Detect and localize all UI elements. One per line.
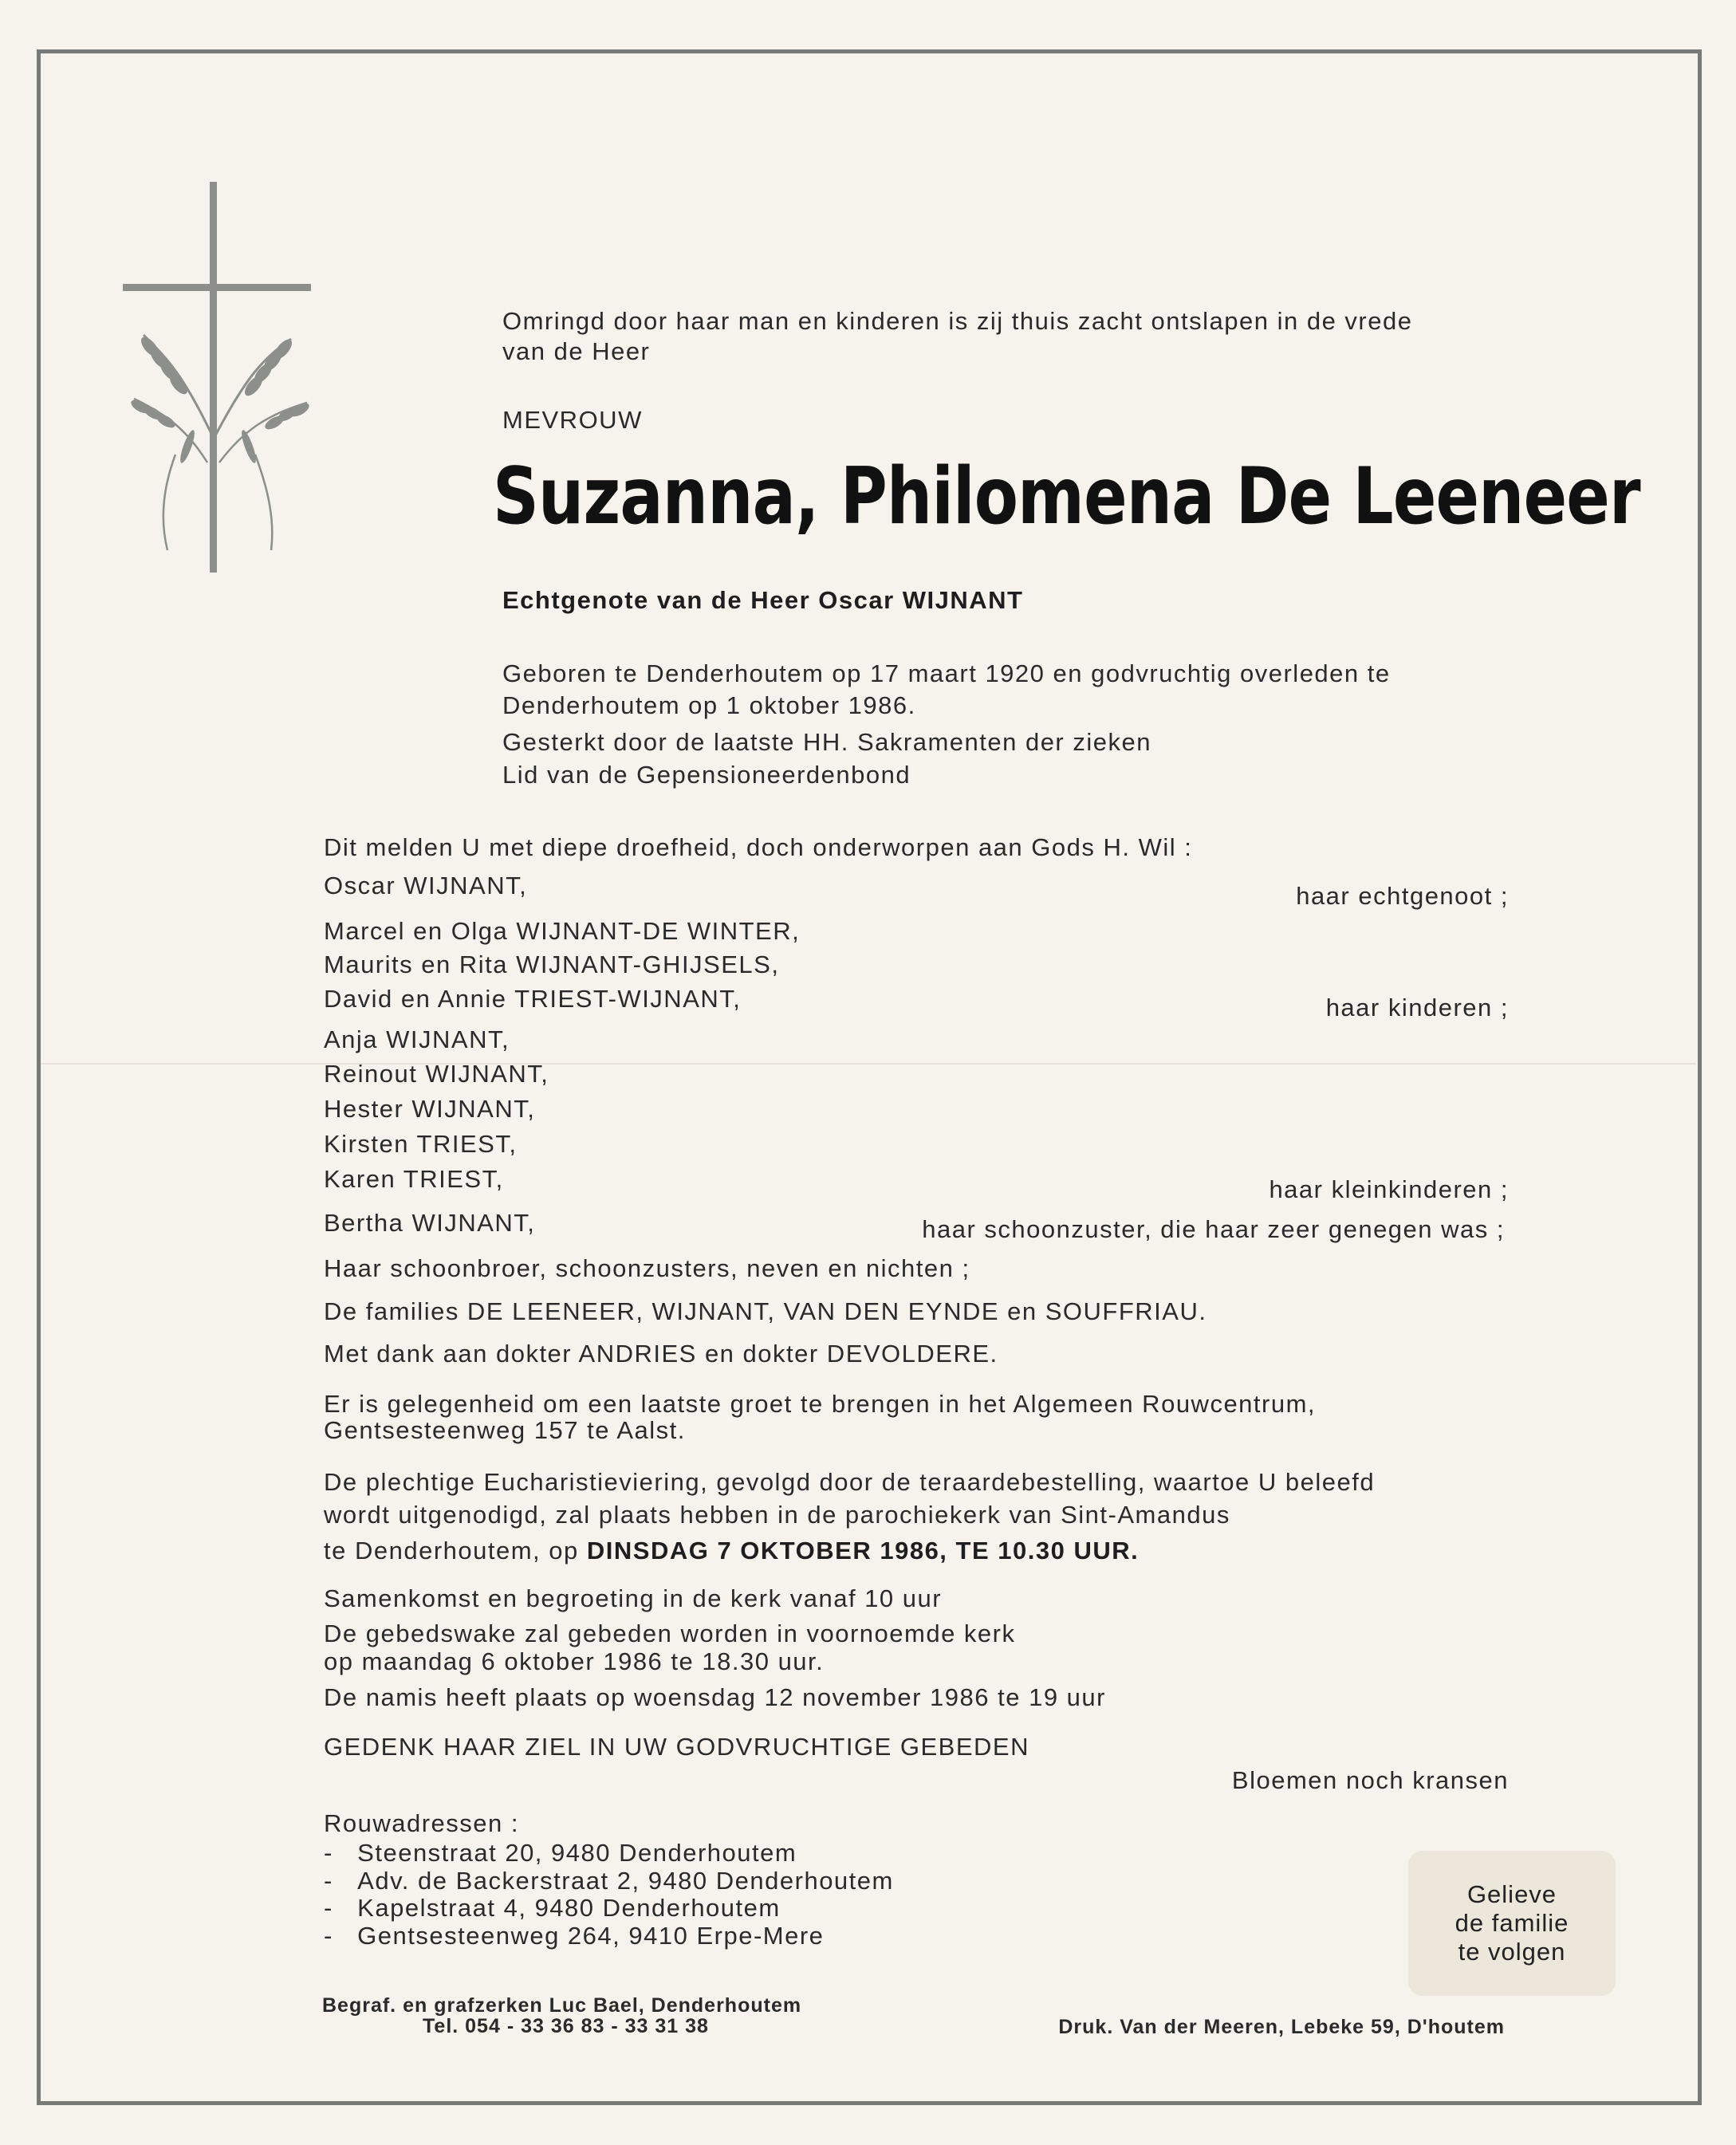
gathering-line: Samenkomst en begroeting in de kerk vanaf 10 uur <box>324 1584 943 1612</box>
prayer-line: GEDENK HAAR ZIEL IN UW GODVRUCHTIGE GEBEDEN <box>324 1733 1029 1761</box>
service-date-prefix: te Denderhoutem, op <box>324 1537 579 1564</box>
family-member: Bertha WIJNANT, <box>324 1209 536 1237</box>
spouse-line: Echtgenote van de Heer Oscar WIJNANT <box>502 586 1024 614</box>
undertaker-line: Begraf. en grafzerken Luc Bael, Denderhoutem <box>322 1994 802 2017</box>
thanks-line: Met dank aan dokter ANDRIES en dokter DEVOLDERE. <box>324 1340 998 1368</box>
sticker-line: te volgen <box>1458 1938 1566 1966</box>
family-member: Anja WIJNANT, <box>324 1025 510 1053</box>
family-member: Reinout WIJNANT, <box>324 1060 549 1088</box>
family-member: Karen TRIEST, <box>324 1165 504 1193</box>
address-item: - Steenstraat 20, 9480 Denderhoutem <box>324 1839 797 1867</box>
family-member: Kirsten TRIEST, <box>324 1130 518 1158</box>
role-spouse: haar echtgenoot ; <box>1296 882 1509 910</box>
role-grandchildren: haar kleinkinderen ; <box>1269 1175 1509 1203</box>
address-item: - Kapelstraat 4, 9480 Denderhoutem <box>324 1894 781 1922</box>
intro-line-2: van de Heer <box>502 337 651 365</box>
announcement: Dit melden U met diepe droefheid, doch onderworpen aan Gods H. Wil : <box>324 833 1193 861</box>
vigil-line-2: op maandag 6 oktober 1986 te 18.30 uur. <box>324 1647 825 1675</box>
birth-death-line-2: Denderhoutem op 1 oktober 1986. <box>502 691 916 719</box>
undertaker-phone: Tel. 054 - 33 36 83 - 33 31 38 <box>423 2015 709 2037</box>
service-line-2: wordt uitgenodigd, zal plaats hebben in de parochiekerk van Sint-Amandus <box>324 1501 1230 1529</box>
role-children: haar kinderen ; <box>1325 994 1509 1021</box>
viewing-line-2: Gentsesteenweg 157 te Aalst. <box>324 1416 686 1444</box>
flowers-line: Bloemen noch kransen <box>1231 1766 1509 1794</box>
family-member: Maurits en Rita WIJNANT-GHIJSELS, <box>324 950 780 978</box>
intro-line-1: Omringd door haar man en kinderen is zij thuis zacht ontslapen in de vrede <box>502 307 1413 335</box>
deceased-name: Suzanna, Philomena De Leeneer <box>493 451 1640 542</box>
service-line-1: De plechtige Eucharistieviering, gevolgd door de teraardebestelling, waartoe U beleefd <box>324 1468 1376 1496</box>
viewing-line-1: Er is gelegenheid om een laatste groet te brengen in het Algemeen Rouwcentrum, <box>324 1390 1317 1418</box>
vigil-line-1: De gebedswake zal gebeden worden in voornoemde kerk <box>324 1620 1016 1647</box>
membership-line: Lid van de Gepensioneerdenbond <box>502 761 911 789</box>
family-member: Marcel en Olga WIJNANT-DE WINTER, <box>324 917 801 945</box>
birth-death-line-1: Geboren te Denderhoutem op 17 maart 1920 en godvruchtig overleden te <box>502 659 1391 687</box>
follow-family-sticker <box>1408 1851 1616 1996</box>
families-line: De families DE LEENEER, WIJNANT, VAN DEN EYNDE en SOUFFRIAU. <box>324 1297 1207 1325</box>
sticker-line: Gelieve <box>1466 1880 1557 1908</box>
sacraments-line: Gesterkt door de laatste HH. Sakramenten der zieken <box>502 728 1151 756</box>
title-prefix: MEVROUW <box>502 406 643 434</box>
cross-with-wheat-icon <box>112 175 335 582</box>
role-sister-in-law: haar schoonzuster, die haar zeer genegen was ; <box>922 1215 1505 1243</box>
service-date: DINSDAG 7 OKTOBER 1986, TE 10.30 UUR. <box>586 1537 1140 1564</box>
family-member: David en Annie TRIEST-WIJNANT, <box>324 985 742 1013</box>
later-mass-line: De namis heeft plaats op woensdag 12 november 1986 te 19 uur <box>324 1683 1106 1711</box>
service-date-line <box>324 1536 1139 1566</box>
sticker-line: de familie <box>1455 1909 1569 1937</box>
paper-fold <box>40 1063 1696 1065</box>
address-item: - Adv. de Backerstraat 2, 9480 Denderhoutem <box>324 1867 894 1895</box>
relatives-line: Haar schoonbroer, schoonzusters, neven en nichten ; <box>324 1254 970 1282</box>
printer-line: Druk. Van der Meeren, Lebeke 59, D'houtem <box>1058 2016 1505 2038</box>
address-item: - Gentsesteenweg 264, 9410 Erpe-Mere <box>324 1922 825 1950</box>
addresses-title: Rouwadressen : <box>324 1809 520 1837</box>
family-member: Hester WIJNANT, <box>324 1095 536 1123</box>
family-member: Oscar WIJNANT, <box>324 872 528 899</box>
